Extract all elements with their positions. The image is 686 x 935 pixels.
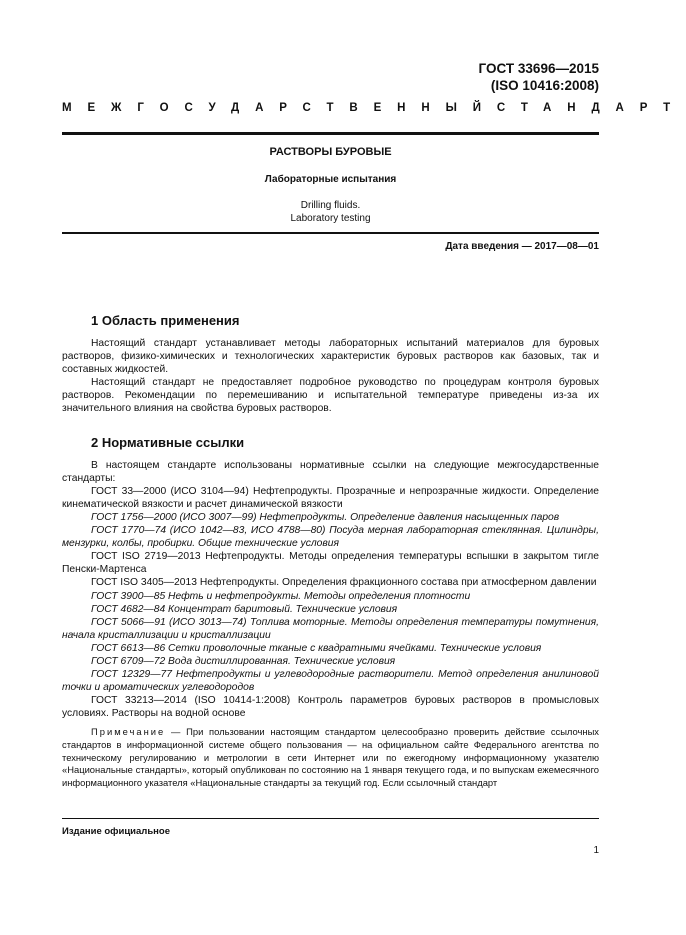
page-number: 1: [593, 845, 599, 856]
title-rule: [62, 232, 599, 234]
reference-item: ГОСТ 33213—2014 (ISO 10414-1:2008) Контроль параметров буровых растворов в промысловых условиях. Растворы на водной основе: [62, 695, 599, 720]
reference-item: ГОСТ ISO 3405—2013 Нефтепродукты. Определения фракционного состава при атмосферном давлении: [91, 577, 597, 589]
reference-item: ГОСТ 6709—72 Вода дистиллированная. Технические условия: [91, 655, 396, 667]
section-1-paragraph: Настоящий стандарт не предоставляет подробное руководство по процедурам контроля буровых растворов. Рекомендации по перемешиванию и испытательной температуре приведены из-за их значительного влияния на свойства буровых растворов.: [62, 377, 599, 415]
subtitle-ru: Лабораторные испытания: [264, 174, 397, 185]
gost-code: ГОСТ 33696—2015: [478, 61, 599, 76]
section-2-intro: В настоящем стандарте использованы нормативные ссылки на следующие межгосударственные стандарты:: [62, 459, 599, 484]
references-list: [62, 485, 599, 721]
footer-rule: [62, 818, 599, 819]
standard-word: СТАНДАРТ: [496, 102, 686, 114]
reference-item: ГОСТ 4682—84 Концентрат баритовый. Технические условия: [91, 603, 398, 615]
header-rule: [62, 132, 599, 135]
interstate-standard-banner: [62, 102, 686, 114]
reference-item: ГОСТ 1770—74 (ИСО 1042—83, ИСО 4788—80) Посуда мерная лабораторная стеклянная. Цилиндры, мензурки, колбы, пробирки. Общие технические условия: [62, 525, 599, 550]
section-1-heading: 1 Область применения: [91, 313, 240, 328]
reference-item: ГОСТ 3900—85 Нефть и нефтепродукты. Методы определения плотности: [91, 590, 471, 602]
note-text: — При пользовании настоящим стандартом целесообразно проверить действие ссылочных стандартов в информационной системе общего пользования — на официальном сайте Федерального агентства по техническому регулированию и метрологии в сети Интернет или по ежегодному информационному указателю «Национальные стандарты», который опубликован по состоянию на 1 января текущего года, и по выпускам ежемесячного информационного указателя «Национальные стандарты за текущий год. Если ссылочный стандарт: [62, 726, 599, 788]
reference-item: ГОСТ 6613—86 Сетки проволочные тканые с квадратными ячейками. Технические условия: [91, 642, 542, 654]
note-paragraph: [62, 726, 599, 789]
section-1-paragraph: Настоящий стандарт устанавливает методы лабораторных испытаний материалов для буровых растворов, физико-химических и технологических характеристик буровых растворов как базовых, так и составных жидкостей.: [62, 338, 599, 376]
section-2-heading: 2 Нормативные ссылки: [91, 434, 245, 450]
reference-item: ГОСТ ISO 2719—2013 Нефтепродукты. Методы определения температуры вспышки в закрытом тигле Пенски-Мартенса: [62, 551, 599, 576]
interstate-word: МЕЖГОСУДАРСТВЕННЫЙ: [62, 102, 497, 114]
reference-item: ГОСТ 12329—77 Нефтепродукты и углеводородные растворители. Метод определения анилиновой точки и ароматических углеводородов: [62, 669, 599, 694]
title-ru: РАСТВОРЫ БУРОВЫЕ: [269, 146, 392, 158]
note-label: Примечание: [91, 726, 166, 738]
reference-item: ГОСТ 1756—2000 (ИСО 3007—99) Нефтепродукты. Определение давления насыщенных паров: [91, 511, 560, 523]
title-en-line1: Drilling fluids.: [300, 200, 361, 211]
title-en: [62, 199, 599, 225]
introduction-date: Дата введения — 2017—08—01: [445, 241, 599, 252]
reference-item: ГОСТ 5066—91 (ИСО 3013—74) Топлива моторные. Методы определения температуры помутнения, начала кристаллизации и кристаллизации: [62, 616, 599, 641]
document-body: [62, 308, 599, 789]
reference-item: ГОСТ 33—2000 (ИСО 3104—94) Нефтепродукты. Прозрачные и непрозрачные жидкости. Определение кинематической вязкости и расчет динамической вязкости: [62, 485, 599, 510]
standard-designation: [479, 60, 599, 94]
title-en-line2: Laboratory testing: [290, 213, 371, 224]
iso-code: (ISO 10416:2008): [490, 78, 599, 93]
edition-label: Издание официальное: [62, 826, 170, 837]
